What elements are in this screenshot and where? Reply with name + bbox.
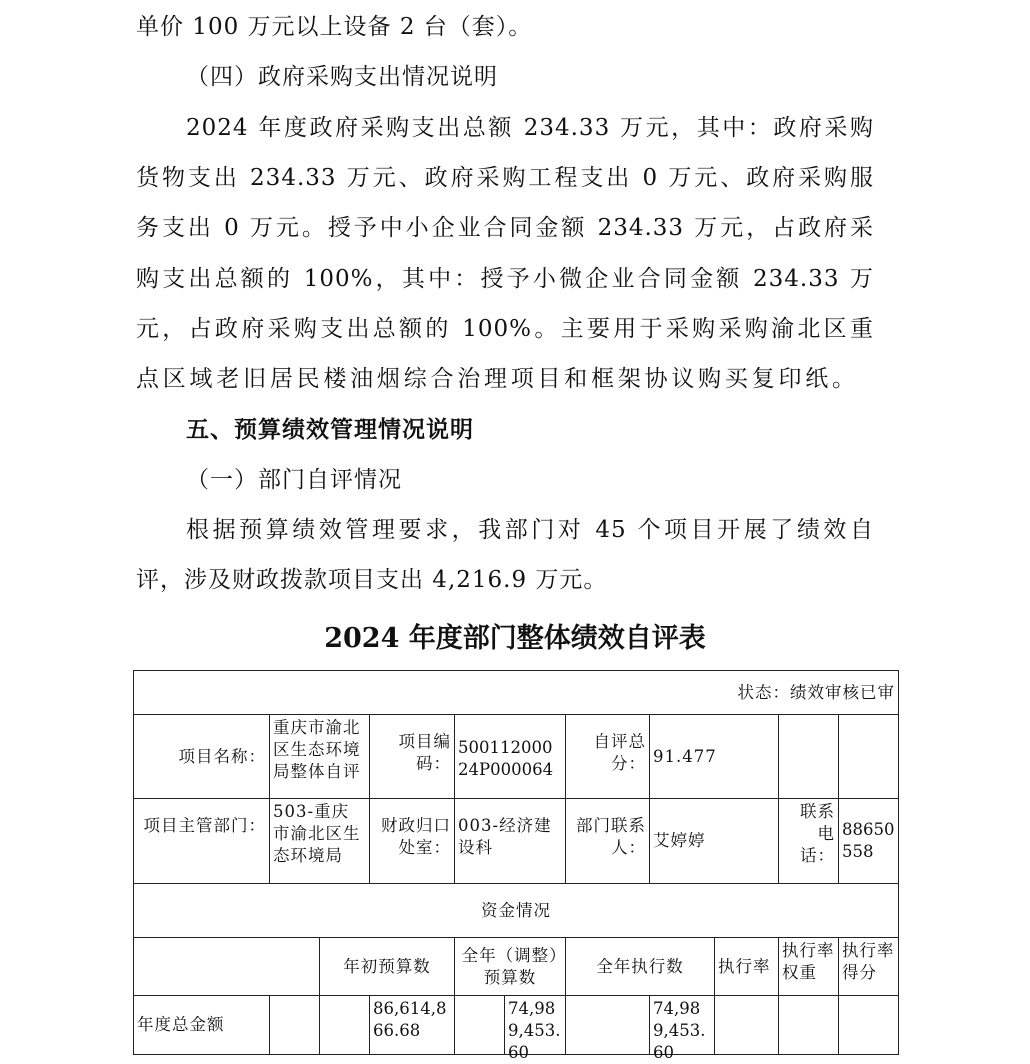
- status-cell: 状态：绩效审核已审: [133, 670, 899, 715]
- subsection-heading: （一）部门自评情况: [186, 467, 402, 493]
- row-total-label: 年度总金额: [133, 995, 270, 1055]
- paragraph-line: 购支出总额的 100%，其中：授予小微企业合同金额 234.33 万: [136, 266, 874, 292]
- empty-cell: [778, 714, 839, 799]
- dept-label: 项目主管部门：: [133, 798, 270, 884]
- col-adjusted-budget: 全年（调整）预算数: [454, 937, 566, 996]
- paragraph-line: 点区域老旧居民楼油烟综合治理项目和框架协议购买复印纸。: [136, 366, 856, 392]
- project-name-label: 项目名称：: [133, 714, 270, 799]
- project-code-label: 项目编码：: [369, 714, 455, 799]
- empty-cell: [454, 995, 505, 1055]
- col-rate-weight: 执行率权重: [778, 937, 839, 996]
- empty-cell: [269, 995, 320, 1055]
- col-executed: 全年执行数: [565, 937, 715, 996]
- row-total-adjusted: 74,989,453.60: [504, 995, 566, 1055]
- empty-cell: [838, 714, 899, 799]
- paragraph-line: 2024 年度政府采购支出总额 234.33 万元，其中：政府采购: [186, 115, 874, 141]
- score-value: 91.477: [649, 714, 779, 799]
- paragraph-line: 元，占政府采购支出总额的 100%。主要用于采购采购渝北区重: [136, 316, 874, 342]
- project-name-value: 重庆市渝北区生态环境局整体自评: [269, 714, 370, 799]
- funds-header: 资金情况: [133, 883, 899, 938]
- subsection-heading: （四）政府采购支出情况说明: [186, 64, 498, 90]
- paragraph-line: 务支出 0 万元。授予中小企业合同金额 234.33 万元，占政府采: [136, 215, 874, 241]
- paragraph-line: 单价 100 万元以上设备 2 台（套）。: [136, 14, 533, 40]
- project-code-value: 50011200024P000064: [454, 714, 566, 799]
- empty-cell: [714, 995, 779, 1055]
- section-heading: 五、预算绩效管理情况说明: [186, 416, 474, 443]
- row-total-initial: 86,614,866.68: [369, 995, 455, 1055]
- row-total-executed: 74,989,453.60: [649, 995, 715, 1055]
- table-title: 2024 年度部门整体绩效自评表: [324, 623, 706, 654]
- contact-label: 部门联系人：: [565, 798, 650, 884]
- col-rate-score: 执行率得分: [838, 937, 899, 996]
- empty-cell: [838, 995, 899, 1055]
- col-initial-budget: 年初预算数: [319, 937, 455, 996]
- paragraph-line: 根据预算绩效管理要求，我部门对 45 个项目开展了绩效自: [186, 517, 874, 543]
- phone-value: 88650558: [838, 798, 899, 884]
- score-label: 自评总分：: [565, 714, 650, 799]
- finance-label: 财政归口处室：: [369, 798, 455, 884]
- empty-cell: [565, 995, 650, 1055]
- paragraph-line: 评，涉及财政拨款项目支出 4,216.9 万元。: [136, 567, 608, 593]
- empty-header-cell: [133, 937, 320, 996]
- dept-value: 503-重庆市渝北区生态环境局: [269, 798, 370, 884]
- contact-value: 艾婷婷: [649, 798, 779, 884]
- phone-label: 联系电话：: [778, 798, 839, 884]
- finance-value: 003-经济建设科: [454, 798, 566, 884]
- empty-cell: [778, 995, 839, 1055]
- empty-cell: [319, 995, 370, 1055]
- col-execution-rate: 执行率: [714, 937, 779, 996]
- paragraph-line: 货物支出 234.33 万元、政府采购工程支出 0 万元、政府采购服: [136, 165, 874, 191]
